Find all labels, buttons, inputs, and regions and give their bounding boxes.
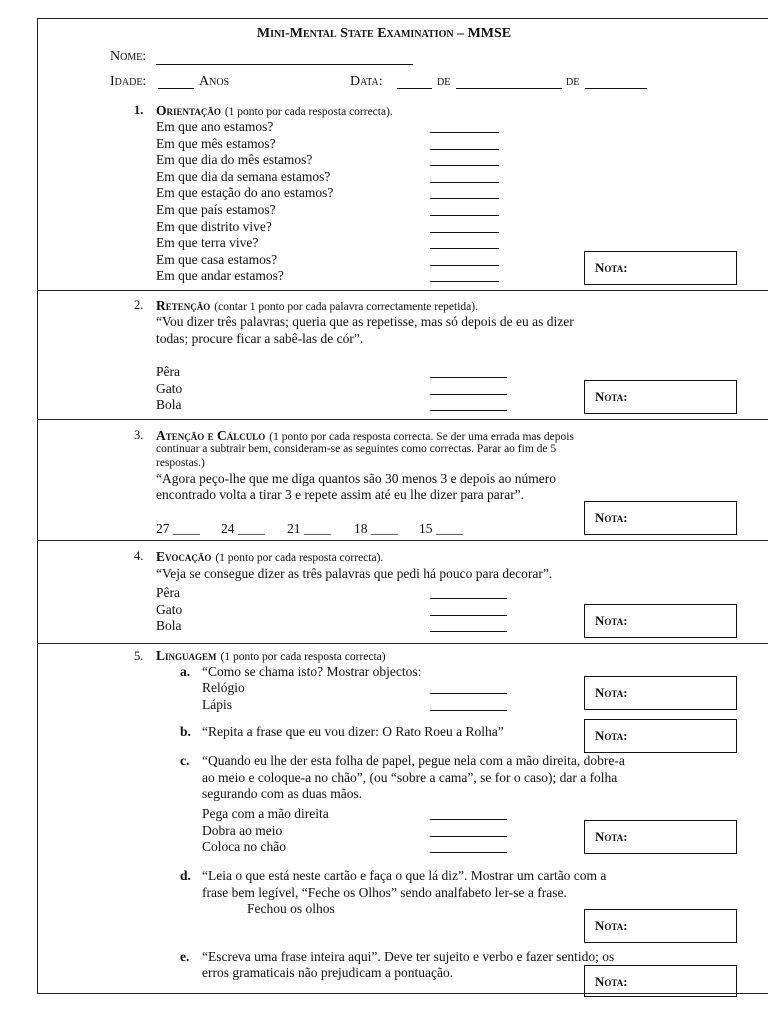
question-3: Em que dia do mês estamos? xyxy=(156,152,313,167)
question-5: Em que estação do ano estamos? xyxy=(156,185,334,200)
instruction-line-1: “Agora peço-lhe que me diga quantos são 30 menos 3 e depois ao número xyxy=(156,471,557,486)
question-8: Em que terra vive? xyxy=(156,235,259,250)
item-c-text-1: “Quando eu lhe der esta folha de papel, pegue nela com a mão direita, dobre-a xyxy=(202,753,625,768)
answer-field-c2[interactable] xyxy=(430,836,507,837)
section-divider xyxy=(37,419,768,420)
word-1: Pêra xyxy=(156,585,180,600)
answer-field-1[interactable] xyxy=(430,132,499,133)
item-d-result: Fechou os olhos xyxy=(247,901,335,916)
section-number: 2. xyxy=(134,298,144,312)
answer-field-3[interactable] xyxy=(430,631,507,632)
answer-field-6[interactable] xyxy=(430,215,499,216)
calc-answer-1[interactable]: 27 ____ xyxy=(156,521,200,536)
answer-field-8[interactable] xyxy=(430,248,499,249)
section-heading xyxy=(156,548,383,566)
date-de-2: de xyxy=(566,74,580,89)
section-note: (1 ponto por cada resposta correcta). xyxy=(215,552,384,564)
answer-field-a1[interactable] xyxy=(430,693,507,694)
section-note: (1 ponto por cada resposta correcta) xyxy=(220,651,386,663)
date-label: Data: xyxy=(350,74,383,89)
calc-answer-4[interactable]: 18 ____ xyxy=(354,521,398,536)
date-year-field[interactable] xyxy=(585,88,647,89)
answer-field-3[interactable] xyxy=(430,165,499,166)
calc-answer-2[interactable]: 24 ____ xyxy=(221,521,265,536)
answer-field-4[interactable] xyxy=(430,182,499,183)
answer-field-c3[interactable] xyxy=(430,852,507,853)
section-title: Orientação xyxy=(156,103,221,118)
section-heading xyxy=(156,102,393,120)
age-field[interactable] xyxy=(158,88,194,89)
item-a-object-2: Lápis xyxy=(202,697,232,712)
section-title: Linguagem xyxy=(156,648,217,663)
section-title: Retenção xyxy=(156,298,211,313)
instruction-line-1: “Vou dizer três palavras; queria que as repetisse, mas só depois de eu as dizer xyxy=(156,314,574,329)
item-a-text: “Como se chama isto? Mostrar objectos: xyxy=(202,664,422,679)
section-divider xyxy=(37,290,768,291)
date-day-field[interactable] xyxy=(397,88,432,89)
nota-box[interactable]: Nota: xyxy=(584,380,737,414)
item-c-text-2: ao meio e coloque-a no chão”, (ou “sobre a cama”, se for o caso); dar a folha xyxy=(202,770,618,785)
age-unit: Anos xyxy=(199,74,230,89)
question-6: Em que país estamos? xyxy=(156,202,276,217)
section-title: Evocação xyxy=(156,549,212,564)
nota-box[interactable]: Nota: xyxy=(584,604,737,638)
section-divider xyxy=(37,540,768,541)
item-b-text: “Repita a frase que eu vou dizer: O Rato Roeu a Rolha” xyxy=(202,724,504,739)
item-c-text-3: segurando com as duas mãos. xyxy=(202,786,363,801)
nota-box-c[interactable]: Nota: xyxy=(584,820,737,854)
nota-box-d[interactable]: Nota: xyxy=(584,909,737,943)
instruction-line-2: encontrado volta a tirar 3 e repete assim até eu lhe dizer para parar”. xyxy=(156,487,525,502)
name-label: Nome: xyxy=(110,49,147,64)
nota-box-e[interactable]: Nota: xyxy=(584,965,737,997)
question-1: Em que ano estamos? xyxy=(156,119,274,134)
calc-answer-3[interactable]: 21 ____ xyxy=(287,521,331,536)
nota-box[interactable]: Nota: xyxy=(584,251,737,285)
item-c-step-1: Pega com a mão direita xyxy=(202,806,329,821)
date-de-1: de xyxy=(437,74,451,89)
age-label: Idade: xyxy=(110,74,147,89)
question-9: Em que casa estamos? xyxy=(156,252,278,267)
section-number: 1. xyxy=(134,103,144,117)
question-2: Em que mês estamos? xyxy=(156,136,276,151)
item-letter-a: a. xyxy=(180,664,191,679)
answer-field-c1[interactable] xyxy=(430,819,507,820)
section-note: (contar 1 ponto por cada palavra correctamente repetida). xyxy=(214,301,478,313)
instruction-line: “Veja se consegue dizer as três palavras que pedi há pouco para decorar”. xyxy=(156,566,553,581)
item-d-text-1: “Leia o que está neste cartão e faça o que lá diz”. Mostrar um cartão com a xyxy=(202,868,607,883)
answer-field-1[interactable] xyxy=(430,377,507,378)
answer-field-2[interactable] xyxy=(430,149,499,150)
section-note: (1 ponto por cada resposta correcta). xyxy=(224,106,393,118)
section-divider xyxy=(37,643,768,644)
word-3: Bola xyxy=(156,618,182,633)
section-number: 4. xyxy=(134,549,144,563)
section-note-3: respostas.) xyxy=(156,457,205,469)
item-c-step-2: Dobra ao meio xyxy=(202,823,283,838)
item-letter-b: b. xyxy=(180,724,191,739)
section-heading xyxy=(156,297,478,315)
section-heading xyxy=(156,647,386,665)
answer-field-9[interactable] xyxy=(430,265,499,266)
section-note: (1 ponto por cada resposta correcta. Se der uma errada mas depois xyxy=(269,431,574,443)
word-2: Gato xyxy=(156,602,183,617)
answer-field-10[interactable] xyxy=(430,281,499,282)
section-number: 3. xyxy=(134,428,144,442)
answer-field-3[interactable] xyxy=(430,410,507,411)
item-c-step-3: Coloca no chão xyxy=(202,839,286,854)
word-3: Bola xyxy=(156,397,182,412)
section-title: Atenção e Cálculo xyxy=(156,428,266,443)
nota-box[interactable]: Nota: xyxy=(584,501,737,535)
nota-box-b[interactable]: Nota: xyxy=(584,719,737,753)
question-7: Em que distrito vive? xyxy=(156,219,272,234)
answer-field-7[interactable] xyxy=(430,232,499,233)
item-letter-e: e. xyxy=(180,949,190,964)
name-field[interactable] xyxy=(156,64,413,65)
section-number: 5. xyxy=(134,649,144,663)
instruction-line-2: todas; procure ficar a sabê-las de cór”. xyxy=(156,331,364,346)
date-month-field[interactable] xyxy=(456,88,562,89)
item-a-object-1: Relógio xyxy=(202,680,245,695)
word-2: Gato xyxy=(156,381,183,396)
page-title: Mini-Mental State Examination – MMSE xyxy=(256,26,512,41)
answer-field-1[interactable] xyxy=(430,598,507,599)
answer-field-2[interactable] xyxy=(430,394,507,395)
item-d-text-2: frase bem legível, “Feche os Olhos” sendo analfabeto ler-se a frase. xyxy=(202,885,567,900)
word-1: Pêra xyxy=(156,364,180,379)
item-e-text-1: “Escreva uma frase inteira aqui”. Deve ter sujeito e verbo e fazer sentido; os xyxy=(202,949,615,964)
section-note-2: continuar a subtrair bem, consideram-se as seguintes como correctas. Parar ao fim de 5 xyxy=(156,443,557,455)
answer-field-a2[interactable] xyxy=(430,710,507,711)
calc-answer-5[interactable]: 15 ____ xyxy=(419,521,463,536)
question-10: Em que andar estamos? xyxy=(156,268,284,283)
answer-field-2[interactable] xyxy=(430,615,507,616)
item-e-text-2: erros gramaticais não prejudicam a pontuação. xyxy=(202,965,454,980)
nota-box-a[interactable]: Nota: xyxy=(584,676,737,710)
item-letter-c: c. xyxy=(180,753,190,768)
question-4: Em que dia da semana estamos? xyxy=(156,169,331,184)
item-letter-d: d. xyxy=(180,868,191,883)
answer-field-5[interactable] xyxy=(430,198,499,199)
